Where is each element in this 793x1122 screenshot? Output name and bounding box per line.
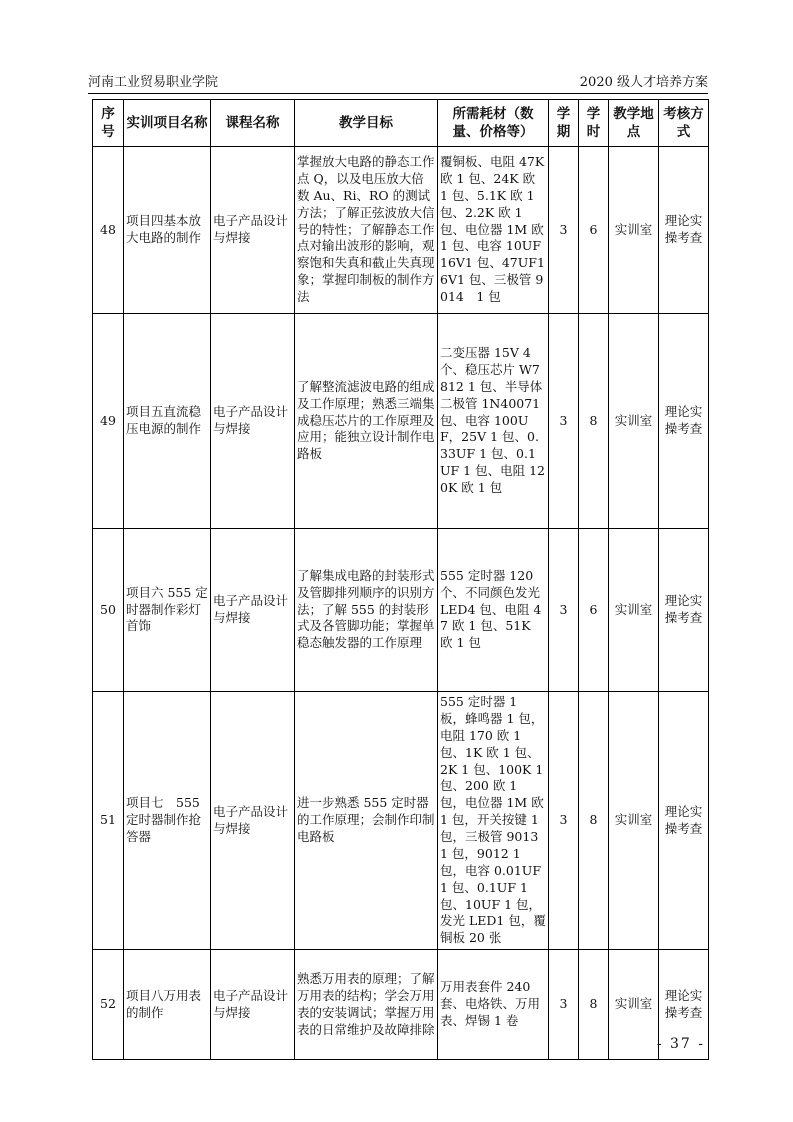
row-goal: 了解整流滤波电路的组成及工作原理；熟悉三端集成稳压芯片的工作原理及应用；能独立设计制作电路板 [295, 314, 438, 529]
row-materials: 万用表套件 240 套、电烙铁、万用表、焊锡 1 卷 [438, 950, 549, 1060]
row-course: 电子产品设计与焊接 [211, 529, 295, 692]
page-header [88, 71, 708, 94]
row-place: 实训室 [609, 529, 659, 692]
header-document-title: 2020 级人才培养方案 [579, 75, 708, 90]
row-no: 48 [93, 147, 124, 314]
header-school-name: 河南工业贸易职业学院 [88, 75, 219, 90]
row-assess: 理论实操考查 [659, 529, 709, 692]
row-goal: 掌握放大电路的静态工作点 Q，以及电压放大倍数 Au、Ri、RO 的测试方法；了解正弦波放大信号的特性；了解静态工作点对输出波形的影响，观察饱和失真和截止失真现象；掌握印制板的制作方法 [295, 147, 438, 314]
row-term: 3 [549, 950, 579, 1060]
row-goal: 进一步熟悉 555 定时器的工作原理；会制作印制电路板 [295, 692, 438, 950]
row-project: 项目四基本放大电路的制作 [124, 147, 211, 314]
row-course: 电子产品设计与焊接 [211, 314, 295, 529]
col-header-term: 学期 [549, 100, 579, 147]
col-header-hours: 学时 [579, 100, 609, 147]
page-number: - 37 - [656, 1036, 705, 1052]
table-header-row [93, 100, 709, 147]
row-materials: 覆铜板、电阻 47K 欧 1 包、24K 欧 1 包、5.1K 欧 1 包、2.2K 欧 1 包、电位器 1M 欧 1 包、电容 10UF 16V1 包、47UF16V1 包、三极管 9014 1 包 [438, 147, 549, 314]
row-no: 49 [93, 314, 124, 529]
row-place: 实训室 [609, 692, 659, 950]
row-course: 电子产品设计与焊接 [211, 147, 295, 314]
row-project: 项目八万用表的制作 [124, 950, 211, 1060]
row-assess: 理论实操考查 [659, 314, 709, 529]
col-header-assess: 考核方式 [659, 100, 709, 147]
col-header-place: 教学地点 [609, 100, 659, 147]
col-header-no: 序号 [93, 100, 124, 147]
training-projects-table [92, 99, 709, 1060]
table-row [93, 147, 709, 314]
row-materials: 555 定时器 120 个、不同颜色发光 LED4 包、电阻 47 欧 1 包、51K 欧 1 包 [438, 529, 549, 692]
table-row [93, 692, 709, 950]
table-row [93, 950, 709, 1060]
row-hours: 8 [579, 314, 609, 529]
row-course: 电子产品设计与焊接 [211, 950, 295, 1060]
row-no: 51 [93, 692, 124, 950]
row-term: 3 [549, 147, 579, 314]
row-hours: 6 [579, 147, 609, 314]
row-no: 50 [93, 529, 124, 692]
row-materials: 555 定时器 1 板，蜂鸣器 1 包，电阻 170 欧 1 包、1K 欧 1 包、2K 1 包、100K 1 包、200 欧 1 包，电位器 1M 欧 1 包，开关按键 1 包，三极管 9013 1 包，9012 1 包，电容 0.01UF 1 包、0.1UF 1 包、10UF 1 包，发光 LED1 包，覆铜板 20 张 [438, 692, 549, 950]
row-hours: 8 [579, 692, 609, 950]
col-header-project: 实训项目名称 [124, 100, 211, 147]
row-project: 项目五直流稳压电源的制作 [124, 314, 211, 529]
row-place: 实训室 [609, 147, 659, 314]
row-term: 3 [549, 692, 579, 950]
col-header-materials: 所需耗材（数量、价格等） [438, 100, 549, 147]
row-term: 3 [549, 529, 579, 692]
row-assess: 理论实操考查 [659, 147, 709, 314]
row-hours: 8 [579, 950, 609, 1060]
row-assess: 理论实操考查 [659, 950, 709, 1060]
table-row [93, 529, 709, 692]
row-place: 实训室 [609, 950, 659, 1060]
row-goal: 了解集成电路的封装形式及管脚排列顺序的识别方法；了解 555 的封装形式及各管脚功能；掌握单稳态触发器的工作原理 [295, 529, 438, 692]
row-project: 项目七 555 定时器制作抢答器 [124, 692, 211, 950]
row-course: 电子产品设计与焊接 [211, 692, 295, 950]
table-row [93, 314, 709, 529]
row-term: 3 [549, 314, 579, 529]
row-goal: 熟悉万用表的原理；了解万用表的结构；学会万用表的安装调试；掌握万用表的日常维护及故障排除 [295, 950, 438, 1060]
row-hours: 6 [579, 529, 609, 692]
row-project: 项目六 555 定时器制作彩灯首饰 [124, 529, 211, 692]
row-no: 52 [93, 950, 124, 1060]
col-header-goal: 教学目标 [295, 100, 438, 147]
row-assess: 理论实操考查 [659, 692, 709, 950]
row-materials: 二变压器 15V 4 个、稳压芯片 W7812 1 包、半导体二极管 1N40071 包、电容 100UF，25V 1 包、0.33UF 1 包、0.1UF 1 包、电阻 120K 欧 1 包 [438, 314, 549, 529]
col-header-course: 课程名称 [211, 100, 295, 147]
row-place: 实训室 [609, 314, 659, 529]
